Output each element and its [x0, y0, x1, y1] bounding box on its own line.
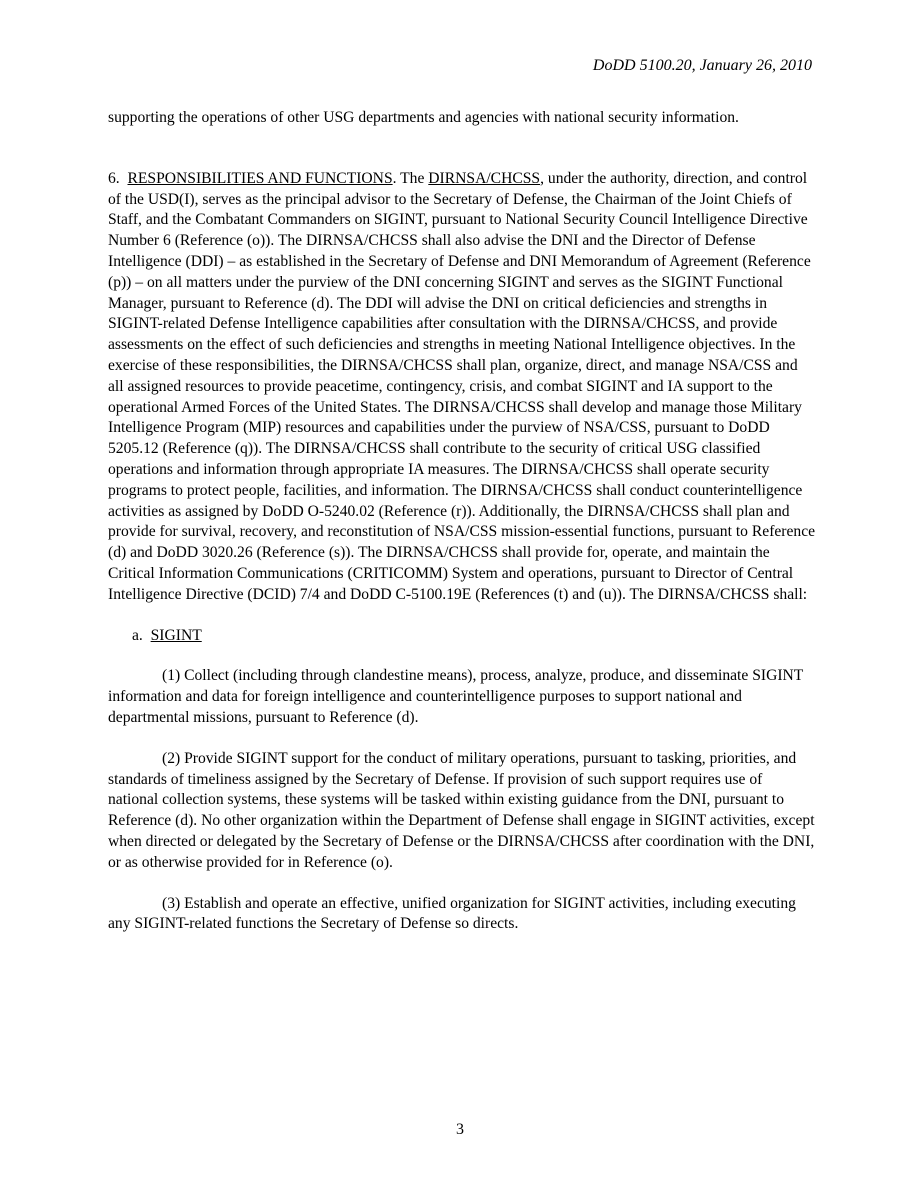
document-header: DoDD 5100.20, January 26, 2010	[592, 57, 812, 74]
section-heading-separator: . The	[392, 169, 429, 187]
section-6-paragraph	[108, 169, 816, 606]
page-number: 3	[456, 1121, 464, 1138]
list-item: (2) Provide SIGINT support for the conduct of military operations, pursuant to tasking, priorities, and standards of timeliness assigned by the Secretary of Defense. If provision of such support requires use of national collection systems, these systems will be tasked within existing guidance from the DNI, pursuant to Reference (d). No other organization within the Department of Defense shall engage in SIGINT activities, except when directed or delegated by the Secretary of Defense or the DIRNSA/CHCSS after coordination with the DNI, or as otherwise provided for in Reference (o).	[108, 749, 815, 871]
subsection-title: SIGINT	[150, 626, 202, 644]
subsection-a-heading	[132, 626, 816, 647]
section-heading: RESPONSIBILITIES AND FUNCTIONS	[127, 169, 393, 187]
continuation-paragraph: supporting the operations of other USG departments and agencies with national security information.	[108, 109, 739, 126]
section-entity: DIRNSA/CHCSS	[428, 169, 541, 187]
section-6-text: , under the authority, direction, and control of the USD(I), serves as the principal advisor to the Secretary of Defense, the Chairman of the Joint Chiefs of Staff, and the Combatant Commanders on SIGINT, pursuant to National Security Council Intelligence Directive Number 6 (Reference (o)). The DIRNSA/CHCSS shall also advise the DNI and the Director of Defense Intelligence (DDI) – as established in the Secretary of Defense and DNI Memorandum of Agreement (Reference (p)) – on all matters under the purview of the DNI concerning SIGINT and serves as the SIGINT Functional Manager, pursuant to Reference (d). The DDI will advise the DNI on critical deficiencies and strengths in SIGINT-related Defense Intelligence capabilities after consultation with the DIRNSA/CHCSS, and provide assessments on the effect of such deficiencies and strengths in meeting National Intelligence objectives. In the exercise of these responsibilities, the DIRNSA/CHCSS shall plan, organize, direct, and manage NSA/CSS and all assigned resources to provide peacetime, contingency, crisis, and combat SIGINT and IA support to the operational Armed Forces of the United States. The DIRNSA/CHCSS shall develop and manage those Military Intelligence Program (MIP) resources and capabilities under the purview of NSA/CSS, pursuant to DoDD 5205.12 (Reference (q)). The DIRNSA/CHCSS shall contribute to the security of critical USG classified operations and information through appropriate IA measures. The DIRNSA/CHCSS shall operate security programs to protect people, facilities, and information. The DIRNSA/CHCSS shall conduct counterintelligence activities as assigned by DoDD O-5240.02 (Reference (r)). Additionally, the DIRNSA/CHCSS shall plan and provide for survival, recovery, and reconstitution of NSA/CSS mission-essential functions, pursuant to Reference (d) and DoDD 3020.26 (Reference (s)). The DIRNSA/CHCSS shall provide for, operate, and maintain the Critical Information Communications (CRITICOMM) System and operations, pursuant to Director of Central Intelligence Directive (DCID) 7/4 and DoDD C-5100.19E (References (t) and (u)). The DIRNSA/CHCSS shall:	[108, 169, 816, 603]
section-number: 6.	[108, 169, 120, 187]
document-body	[108, 108, 816, 955]
list-item: (1) Collect (including through clandestine means), process, analyze, produce, and disseminate SIGINT information and data for foreign intelligence and counterintelligence purposes to support national and departmental missions, pursuant to Reference (d).	[108, 667, 804, 726]
subsection-label: a.	[132, 626, 143, 644]
list-item: (3) Establish and operate an effective, unified organization for SIGINT activities, including executing any SIGINT-related functions the Secretary of Defense so directs.	[108, 894, 796, 933]
